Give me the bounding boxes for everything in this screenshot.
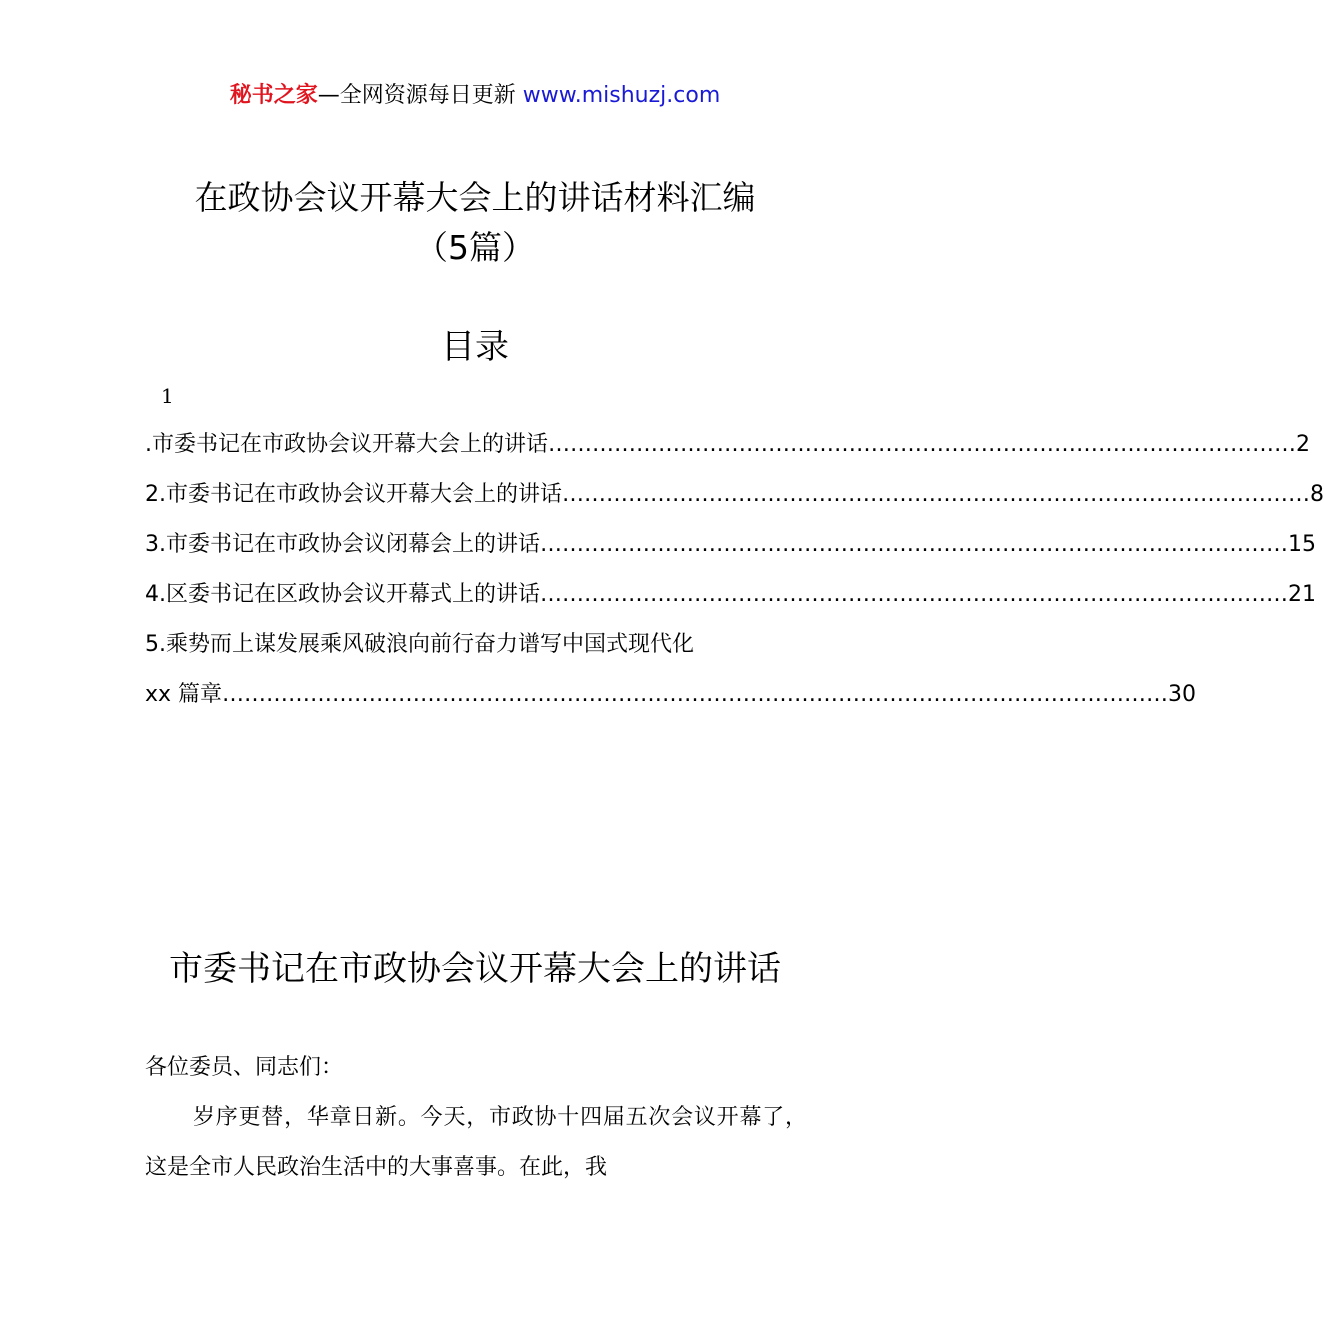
toc-entry[interactable] [145, 620, 805, 670]
toc-entry-title: 5.乘势而上谋发展乘风破浪向前行奋力谱写中国式现代化 [145, 632, 694, 657]
salutation: 各位委员、同志们： [145, 1055, 344, 1080]
toc-leader-dots: ………………………………………………………………………………………… [540, 532, 1288, 557]
toc-entry-page: 30 [1168, 682, 1197, 707]
toc-entry[interactable] [145, 570, 1316, 620]
toc-entry-page: 8 [1310, 482, 1324, 507]
toc-entry-title: 4.区委书记在区政协会议开幕式上的讲话 [145, 582, 540, 607]
toc-entry-title: xx 篇章 [145, 682, 223, 707]
toc-entry-page: 15 [1288, 532, 1316, 557]
toc-entry-page: 2 [1296, 432, 1310, 457]
body-paragraph: 岁序更替，华章日新。今天，市政协十四届五次会议开幕了，这是全市人民政治生活中的大事喜事。在此，我 [145, 1105, 807, 1180]
document-title: 在政协会议开幕大会上的讲话材料汇编 [194, 178, 756, 217]
section-title: 市委书记在市政协会议开幕大会上的讲话 [169, 949, 781, 989]
toc-leader-dots: ………………………………………………………………………………………… [548, 432, 1296, 457]
toc-heading: 目录 [441, 327, 509, 367]
toc-leader-dots: ………………………………………………………………………………………… [540, 582, 1288, 607]
toc-entry-title: .市委书记在市政协会议开幕大会上的讲话 [145, 432, 548, 457]
site-brand: 秘书之家 [229, 83, 318, 108]
toc-entry[interactable] [145, 520, 1316, 570]
site-url-link[interactable]: www.mishuzj.com [522, 83, 721, 108]
toc-entry-title: 3.市委书记在市政协会议闭幕会上的讲话 [145, 532, 540, 557]
site-slogan: —全网资源每日更新 [317, 83, 516, 108]
toc-entry-page: 21 [1288, 582, 1316, 607]
toc-entry-title: 2.市委书记在市政协会议开幕大会上的讲话 [145, 482, 562, 507]
site-header [0, 80, 950, 112]
toc-entry[interactable] [145, 470, 1324, 520]
toc-leader-dots: ………………………………………………………………………………………… [562, 482, 1310, 507]
document-subtitle: （5篇） [415, 228, 535, 267]
toc-leader-dots: ………………………………………………………………………………………………………………… [222, 682, 1169, 707]
table-of-contents [145, 420, 1324, 720]
toc-stray-number: 1 [161, 384, 174, 408]
toc-entry[interactable] [145, 670, 1197, 720]
toc-entry[interactable] [145, 420, 1310, 470]
